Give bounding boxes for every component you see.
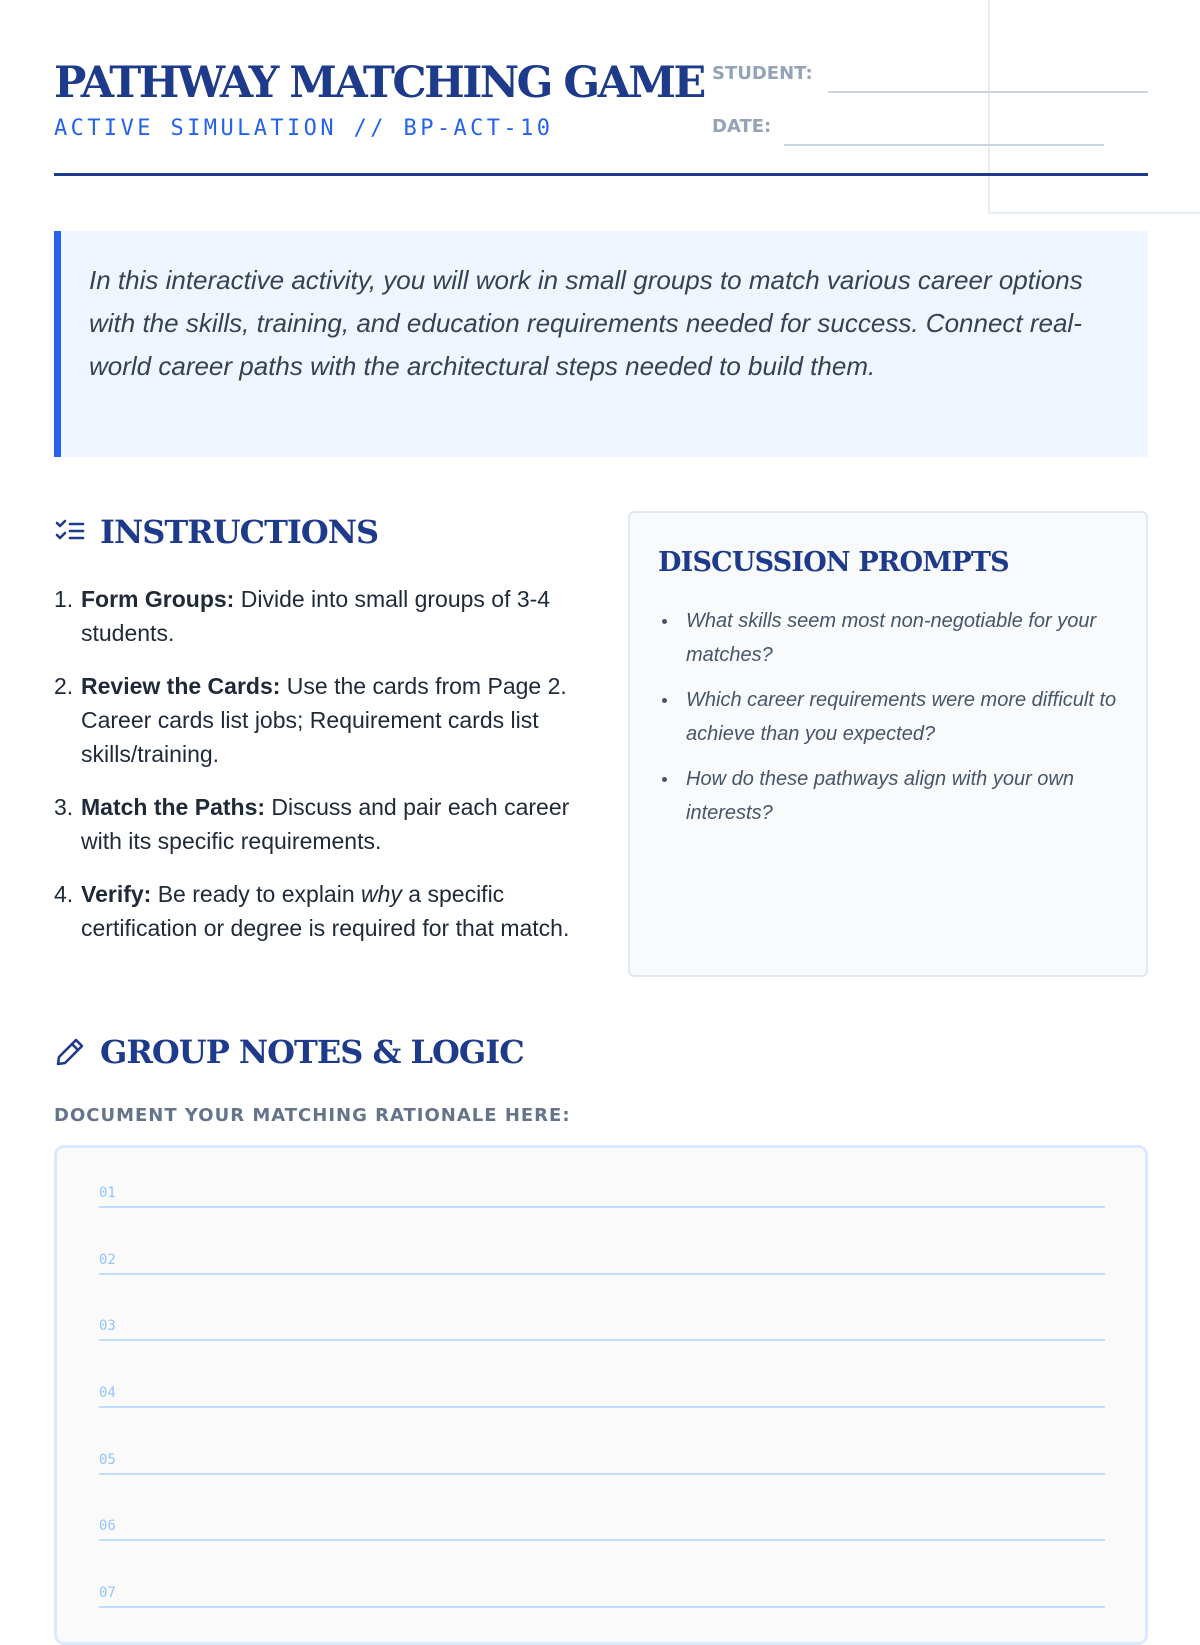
instruction-step (54, 790, 574, 858)
instruction-step (54, 582, 574, 650)
line-number: 06 (99, 1518, 116, 1534)
step-title: Review the Cards: (81, 673, 281, 699)
date-label: DATE: (712, 116, 772, 137)
step-text: Discuss and pair each career with its specific requirements. (81, 794, 570, 854)
instructions-heading (54, 513, 378, 551)
discussion-prompts-card (628, 511, 1148, 977)
step-text: Use the cards from Page 2. Career cards list jobs; Requirement cards list skills/training. (81, 673, 567, 767)
step-title: Verify: (81, 881, 152, 907)
note-line[interactable] (99, 1501, 1105, 1541)
step-number: 1. (54, 586, 74, 612)
notes-area[interactable] (54, 1145, 1148, 1645)
page-title: PATHWAY MATCHING GAME (54, 58, 704, 108)
step-number: 3. (54, 794, 74, 820)
line-number: 07 (99, 1585, 116, 1601)
note-line[interactable] (99, 1235, 1105, 1275)
note-line[interactable] (99, 1168, 1105, 1208)
student-label: STUDENT: (712, 63, 813, 84)
header-divider (54, 173, 1148, 176)
step-title: Form Groups: (81, 586, 235, 612)
step-emphasis: why (361, 881, 402, 907)
instructions-title: INSTRUCTIONS (100, 513, 379, 551)
instruction-step (54, 669, 574, 771)
pencil-icon (54, 1036, 86, 1068)
line-number: 05 (99, 1452, 116, 1468)
intro-callout (54, 231, 1148, 457)
decorative-corner-frame (988, 0, 1200, 214)
step-title: Match the Paths: (81, 794, 266, 820)
note-line[interactable] (99, 1568, 1105, 1608)
note-line[interactable] (99, 1435, 1105, 1475)
line-number: 01 (99, 1185, 116, 1201)
line-number: 04 (99, 1385, 116, 1401)
discussion-title: DISCUSSION PROMPTS (658, 547, 1009, 578)
discussion-prompt: How do these pathways align with your own interests? (658, 762, 1118, 830)
discussion-prompt: What skills seem most non-negotiable for your matches? (658, 604, 1118, 672)
checklist-icon (54, 516, 86, 548)
notes-title: GROUP NOTES & LOGIC (100, 1033, 524, 1071)
student-name-field[interactable] (828, 91, 1148, 93)
instructions-list (54, 582, 574, 964)
step-text: Divide into small groups of 3-4 students. (81, 586, 551, 646)
discussion-prompt: Which career requirements were more difficult to achieve than you expected? (658, 683, 1118, 751)
line-number: 02 (99, 1252, 116, 1268)
step-number: 2. (54, 673, 74, 699)
step-text: a specific certification or degree is required for that match. (81, 881, 570, 941)
note-line[interactable] (99, 1301, 1105, 1341)
step-text: Be ready to explain (151, 881, 362, 907)
notes-heading (54, 1033, 524, 1071)
date-field[interactable] (784, 144, 1104, 146)
intro-text: In this interactive activity, you will work in small groups to match various career options with the skills, training, and education requirements needed for success. Connect real-world career paths with the architectural steps needed to build them. (89, 265, 1083, 381)
note-line[interactable] (99, 1368, 1105, 1408)
page-subtitle: ACTIVE SIMULATION // BP-ACT-10 (54, 116, 554, 141)
discussion-list (658, 604, 1118, 830)
instruction-step (54, 877, 574, 945)
line-number: 03 (99, 1318, 116, 1334)
step-number: 4. (54, 881, 74, 907)
notes-instruction: DOCUMENT YOUR MATCHING RATIONALE HERE: (54, 1105, 571, 1126)
